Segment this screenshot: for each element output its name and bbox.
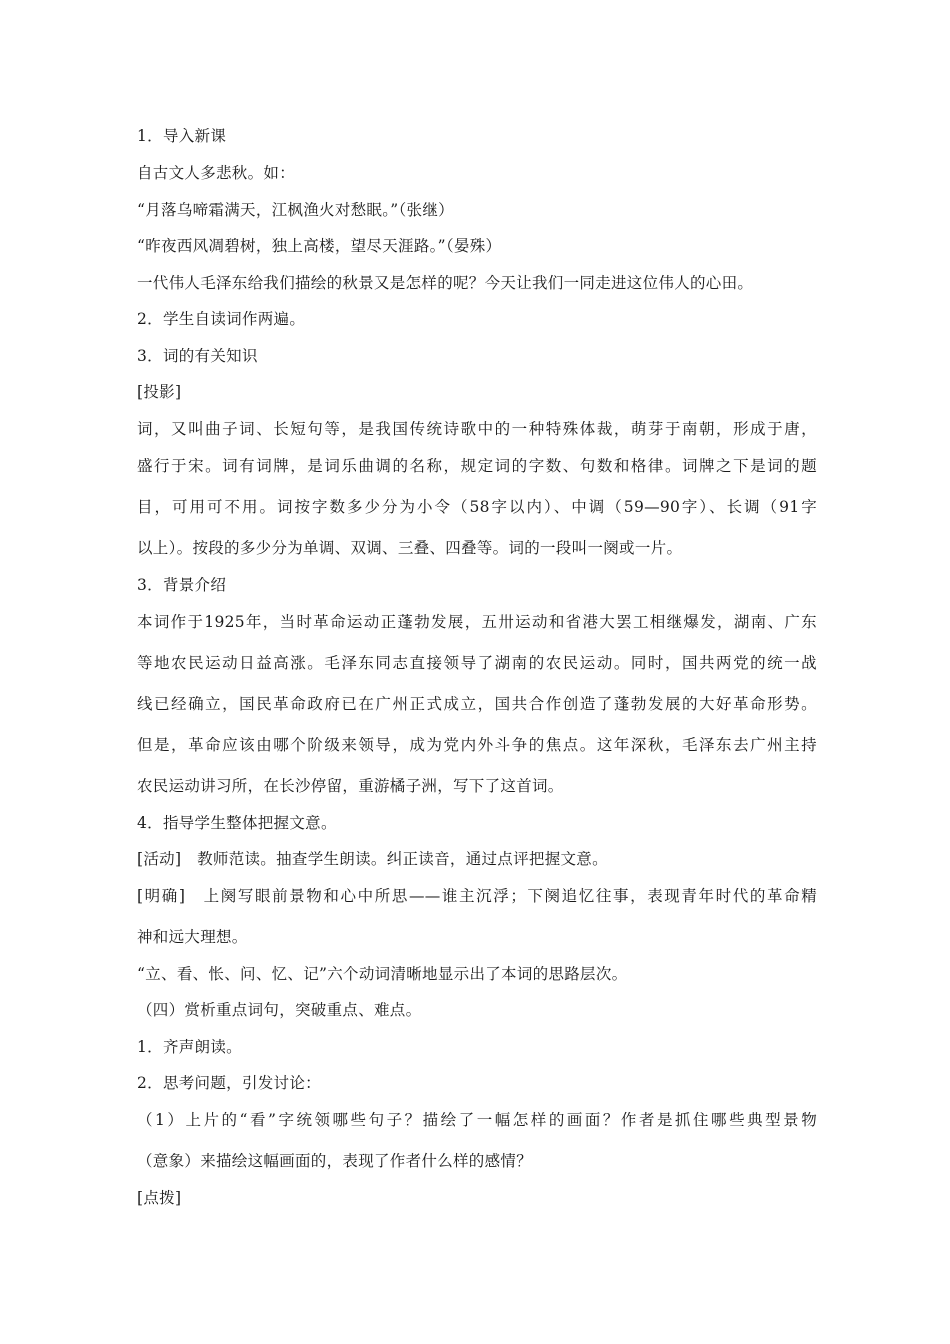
heading-overall-meaning: 4．指导学生整体把握文意。 — [137, 814, 337, 832]
heading-self-reading: 2．学生自读词作两遍。 — [137, 310, 306, 328]
quote-line: “月落乌啼霜满天，江枫渔火对愁眠。”（张继） — [137, 201, 454, 219]
paragraph-line: 自古文人多悲秋。如： — [137, 164, 296, 182]
paragraph-line: 以上）。按段的多少分为单调、双调、三叠、四叠等。词的一段叫一阕或一片。 — [137, 539, 683, 557]
question-line: （意象）来描绘这幅画面的，表现了作者什么样的感情？ — [137, 1152, 533, 1170]
paragraph-line: 本词作于1925年，当时革命运动正蓬勃发展，五卅运动和省港大罢工相继爆发，湖南、广东 — [137, 613, 817, 631]
label-hint: [点拨] — [137, 1189, 182, 1207]
quote-line: “昨夜西风凋碧树，独上高楼，望尽天涯路。”（晏殊） — [137, 237, 502, 255]
heading-section-four: （四）赏析重点词句，突破重点、难点。 — [137, 1001, 422, 1019]
question-line: （1）上片的“看”字统领哪些句子？描绘了一幅怎样的画面？作者是抓住哪些典型景物 — [137, 1111, 817, 1129]
label-projection: [投影] — [137, 383, 182, 401]
activity-line: [活动] 教师范读。抽查学生朗读。纠正读音，通过点评把握文意。 — [137, 850, 608, 868]
paragraph-line: “立、看、怅、问、忆、记”六个动词清晰地显示出了本词的思路层次。 — [137, 965, 628, 983]
paragraph-line: 目，可用可不用。词按字数多少分为小令（58字以内）、中调（59—90字）、长调（91字 — [137, 498, 817, 516]
paragraph-line: 等地农民运动日益高涨。毛泽东同志直接领导了湖南的农民运动。同时，国共两党的统一战 — [137, 654, 817, 672]
list-item: 1．齐声朗读。 — [137, 1038, 242, 1056]
paragraph-line: 词，又叫曲子词、长短句等，是我国传统诗歌中的一种特殊体裁，萌芽于南朝，形成于唐， — [137, 420, 817, 438]
heading-ci-knowledge: 3．词的有关知识 — [137, 347, 258, 365]
paragraph-line: 线已经确立，国民革命政府已在广州正式成立，国共合作创造了蓬勃发展的大好革命形势。 — [137, 695, 817, 713]
heading-background: 3．背景介绍 — [137, 576, 227, 594]
paragraph-line: 农民运动讲习所，在长沙停留，重游橘子洲，写下了这首词。 — [137, 777, 564, 795]
heading-intro: 1．导入新课 — [137, 127, 227, 145]
paragraph-line: 一代伟人毛泽东给我们描绘的秋景又是怎样的呢？今天让我们一同走进这位伟人的心田。 — [137, 274, 754, 292]
clarify-line: [明确] 上阕写眼前景物和心中所思——谁主沉浮；下阕追忆往事，表现青年时代的革命精 — [137, 887, 817, 905]
list-item: 2．思考问题，引发讨论： — [137, 1074, 321, 1092]
paragraph-line: 盛行于宋。词有词牌，是词乐曲调的名称，规定词的字数、句数和格律。词牌之下是词的题 — [137, 457, 817, 475]
paragraph-line: 神和远大理想。 — [137, 928, 248, 946]
paragraph-line: 但是，革命应该由哪个阶级来领导，成为党内外斗争的焦点。这年深秋，毛泽东去广州主持 — [137, 736, 817, 754]
